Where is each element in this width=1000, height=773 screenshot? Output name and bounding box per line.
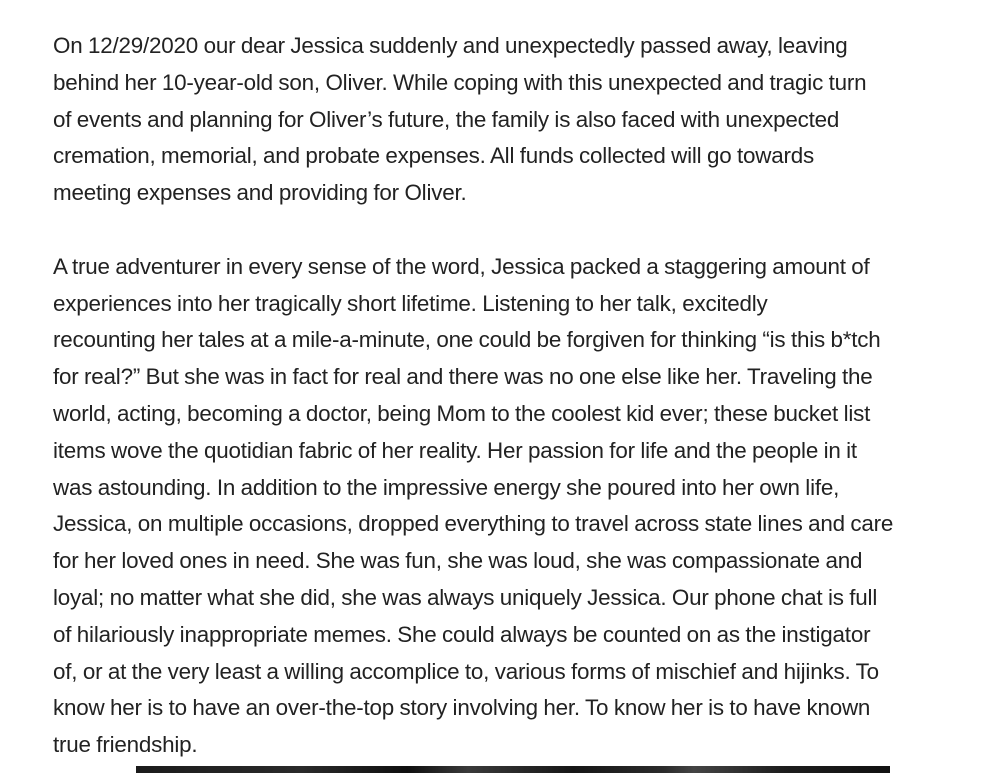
story-paragraph-2 — [53, 249, 983, 764]
text-line: A true adventurer in every sense of the word, Jessica packed a staggering amount of — [53, 253, 870, 279]
text-line: of events and planning for Oliver’s future, the family is also faced with unexpected — [53, 106, 840, 132]
text-line: was astounding. In addition to the impressive energy she poured into her own life, — [53, 474, 840, 500]
text-line: On 12/29/2020 our dear Jessica suddenly and unexpectedly passed away, leaving — [53, 33, 848, 58]
text-line: for her loved ones in need. She was fun, she was loud, she was compassionate and — [53, 548, 863, 574]
text-line: for real?” But she was in fact for real and there was no one else like her. Traveling the — [53, 364, 873, 390]
text-line: recounting her tales at a mile-a-minute, one could be forgiven for thinking “is this b*tch — [53, 327, 881, 353]
text-line: behind her 10-year-old son, Oliver. While coping with this unexpected and tragic turn — [53, 69, 867, 95]
story-photo — [136, 766, 890, 773]
text-line: world, acting, becoming a doctor, being Mom to the coolest kid ever; these bucket list — [53, 400, 871, 426]
text-line: meeting expenses and providing for Oliver. — [53, 180, 467, 206]
story-paragraph-1 — [53, 28, 983, 212]
text-line: loyal; no matter what she did, she was always uniquely Jessica. Our phone chat is full — [53, 584, 878, 610]
text-line: cremation, memorial, and probate expenses. All funds collected will go towards — [53, 143, 814, 169]
text-line: experiences into her tragically short lifetime. Listening to her talk, excitedly — [53, 290, 768, 316]
text-line: true friendship. — [53, 732, 198, 758]
text-line: know her is to have an over-the-top story involving her. To know her is to have known — [53, 695, 871, 721]
text-line: Jessica, on multiple occasions, dropped everything to travel across state lines and care — [53, 511, 894, 537]
text-line: of hilariously inappropriate memes. She could always be counted on as the instigator — [53, 621, 871, 647]
text-line: of, or at the very least a willing accomplice to, various forms of mischief and hijinks. To — [53, 658, 879, 684]
story-text — [53, 28, 983, 764]
text-line: items wove the quotidian fabric of her reality. Her passion for life and the people in it — [53, 437, 857, 463]
